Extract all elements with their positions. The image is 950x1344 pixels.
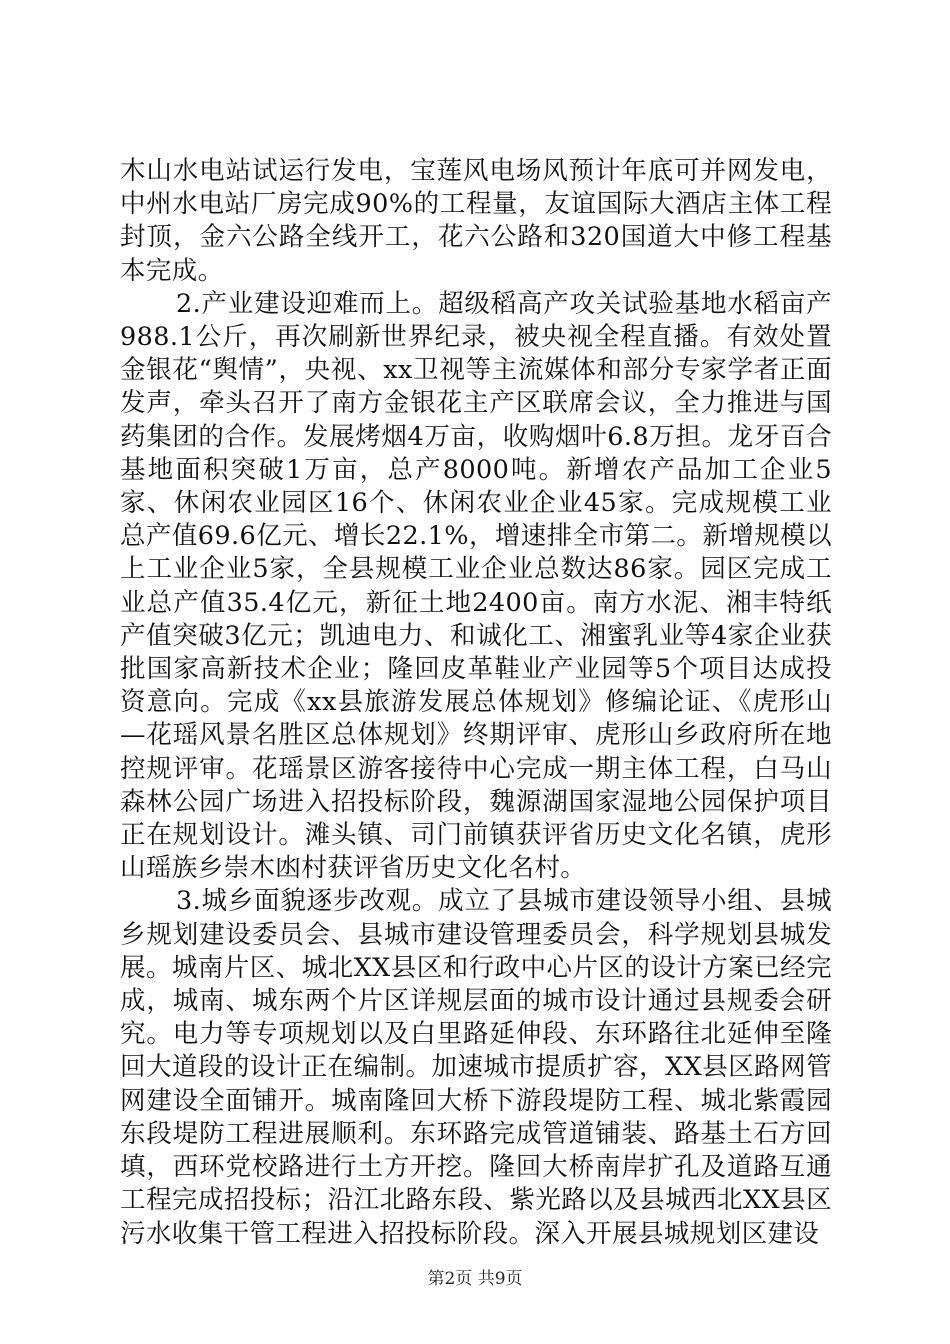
document-body (120, 155, 832, 1251)
paragraph-industry-construction: 2.产业建设迎难而上。超级稻高产攻关试验基地水稻亩产988.1公斤，再次刷新世界纪录，被央视全程直播。有效处置金银花“舆情”，央视、xx卫视等主流媒体和部分专家学者正面发声，牵头召开了南方金银花主产区联席会议，全力推进与国药集团的合作。发展烤烟4万亩，收购烟叶6.8万担。龙牙百合基地面积突破1万亩，总产8000吨。新增农产品加工企业5家、休闲农业园区16个、休闲农业企业45家。完成规模工业总产值69.6亿元、增长22.1%，增速排全市第二。新增规模以上工业企业5家，全县规模工业企业总数达86家。园区完成工业总产值35.4亿元，新征土地2400亩。南方水泥、湘丰特纸产值突破3亿元；凯迪电力、和诚化工、湘蜜乳业等4家企业获批国家高新技术企业；隆回皮革鞋业产业园等5个项目达成投资意向。完成《xx县旅游发展总体规划》修编论证、《虎形山—花瑶风景名胜区总体规划》终期评审、虎形山乡政府所在地控规评审。花瑶景区游客接待中心完成一期主体工程，白马山森林公园广场进入招投标阶段，魏源湖国家湿地公园保护项目正在规划设计。滩头镇、司门前镇获评省历史文化名镇，虎形山瑶族乡崇木凼村获评省历史文化名村。 (120, 288, 832, 884)
paragraph-continuation: 木山水电站试运行发电，宝莲风电场风预计年底可并网发电，中州水电站厂房完成90%的工程量，友谊国际大酒店主体工程封顶，金六公路全线开工，花六公路和320国道大中修工程基本完成。 (120, 156, 832, 286)
page-footer: 第2页 共9页 (427, 1269, 523, 1289)
paragraph-urban-rural-appearance: 3.城乡面貌逐步改观。成立了县城市建设领导小组、县城乡规划建设委员会、县城市建设管理委员会，科学规划县城发展。城南片区、城北XX县区和行政中心片区的设计方案已经完成，城南、城东两个片区详规层面的城市设计通过县规委会研究。电力等专项规划以及白里路延伸段、东环路往北延伸至隆回大道段的设计正在编制。加速城市提质扩容，XX县区路网管网建设全面铺开。城南隆回大桥下游段堤防工程、城北紫霞园东段堤防工程进展顺利。东环路完成管道铺装、路基土石方回填，西环党校路进行土方开挖。隆回大桥南岸扩孔及道路互通工程完成招投标；沿江北路东段、紫光路以及县城西北XX县区污水收集干管工程进入招投标阶段。深入开展县城规划区建设 (120, 886, 832, 1249)
